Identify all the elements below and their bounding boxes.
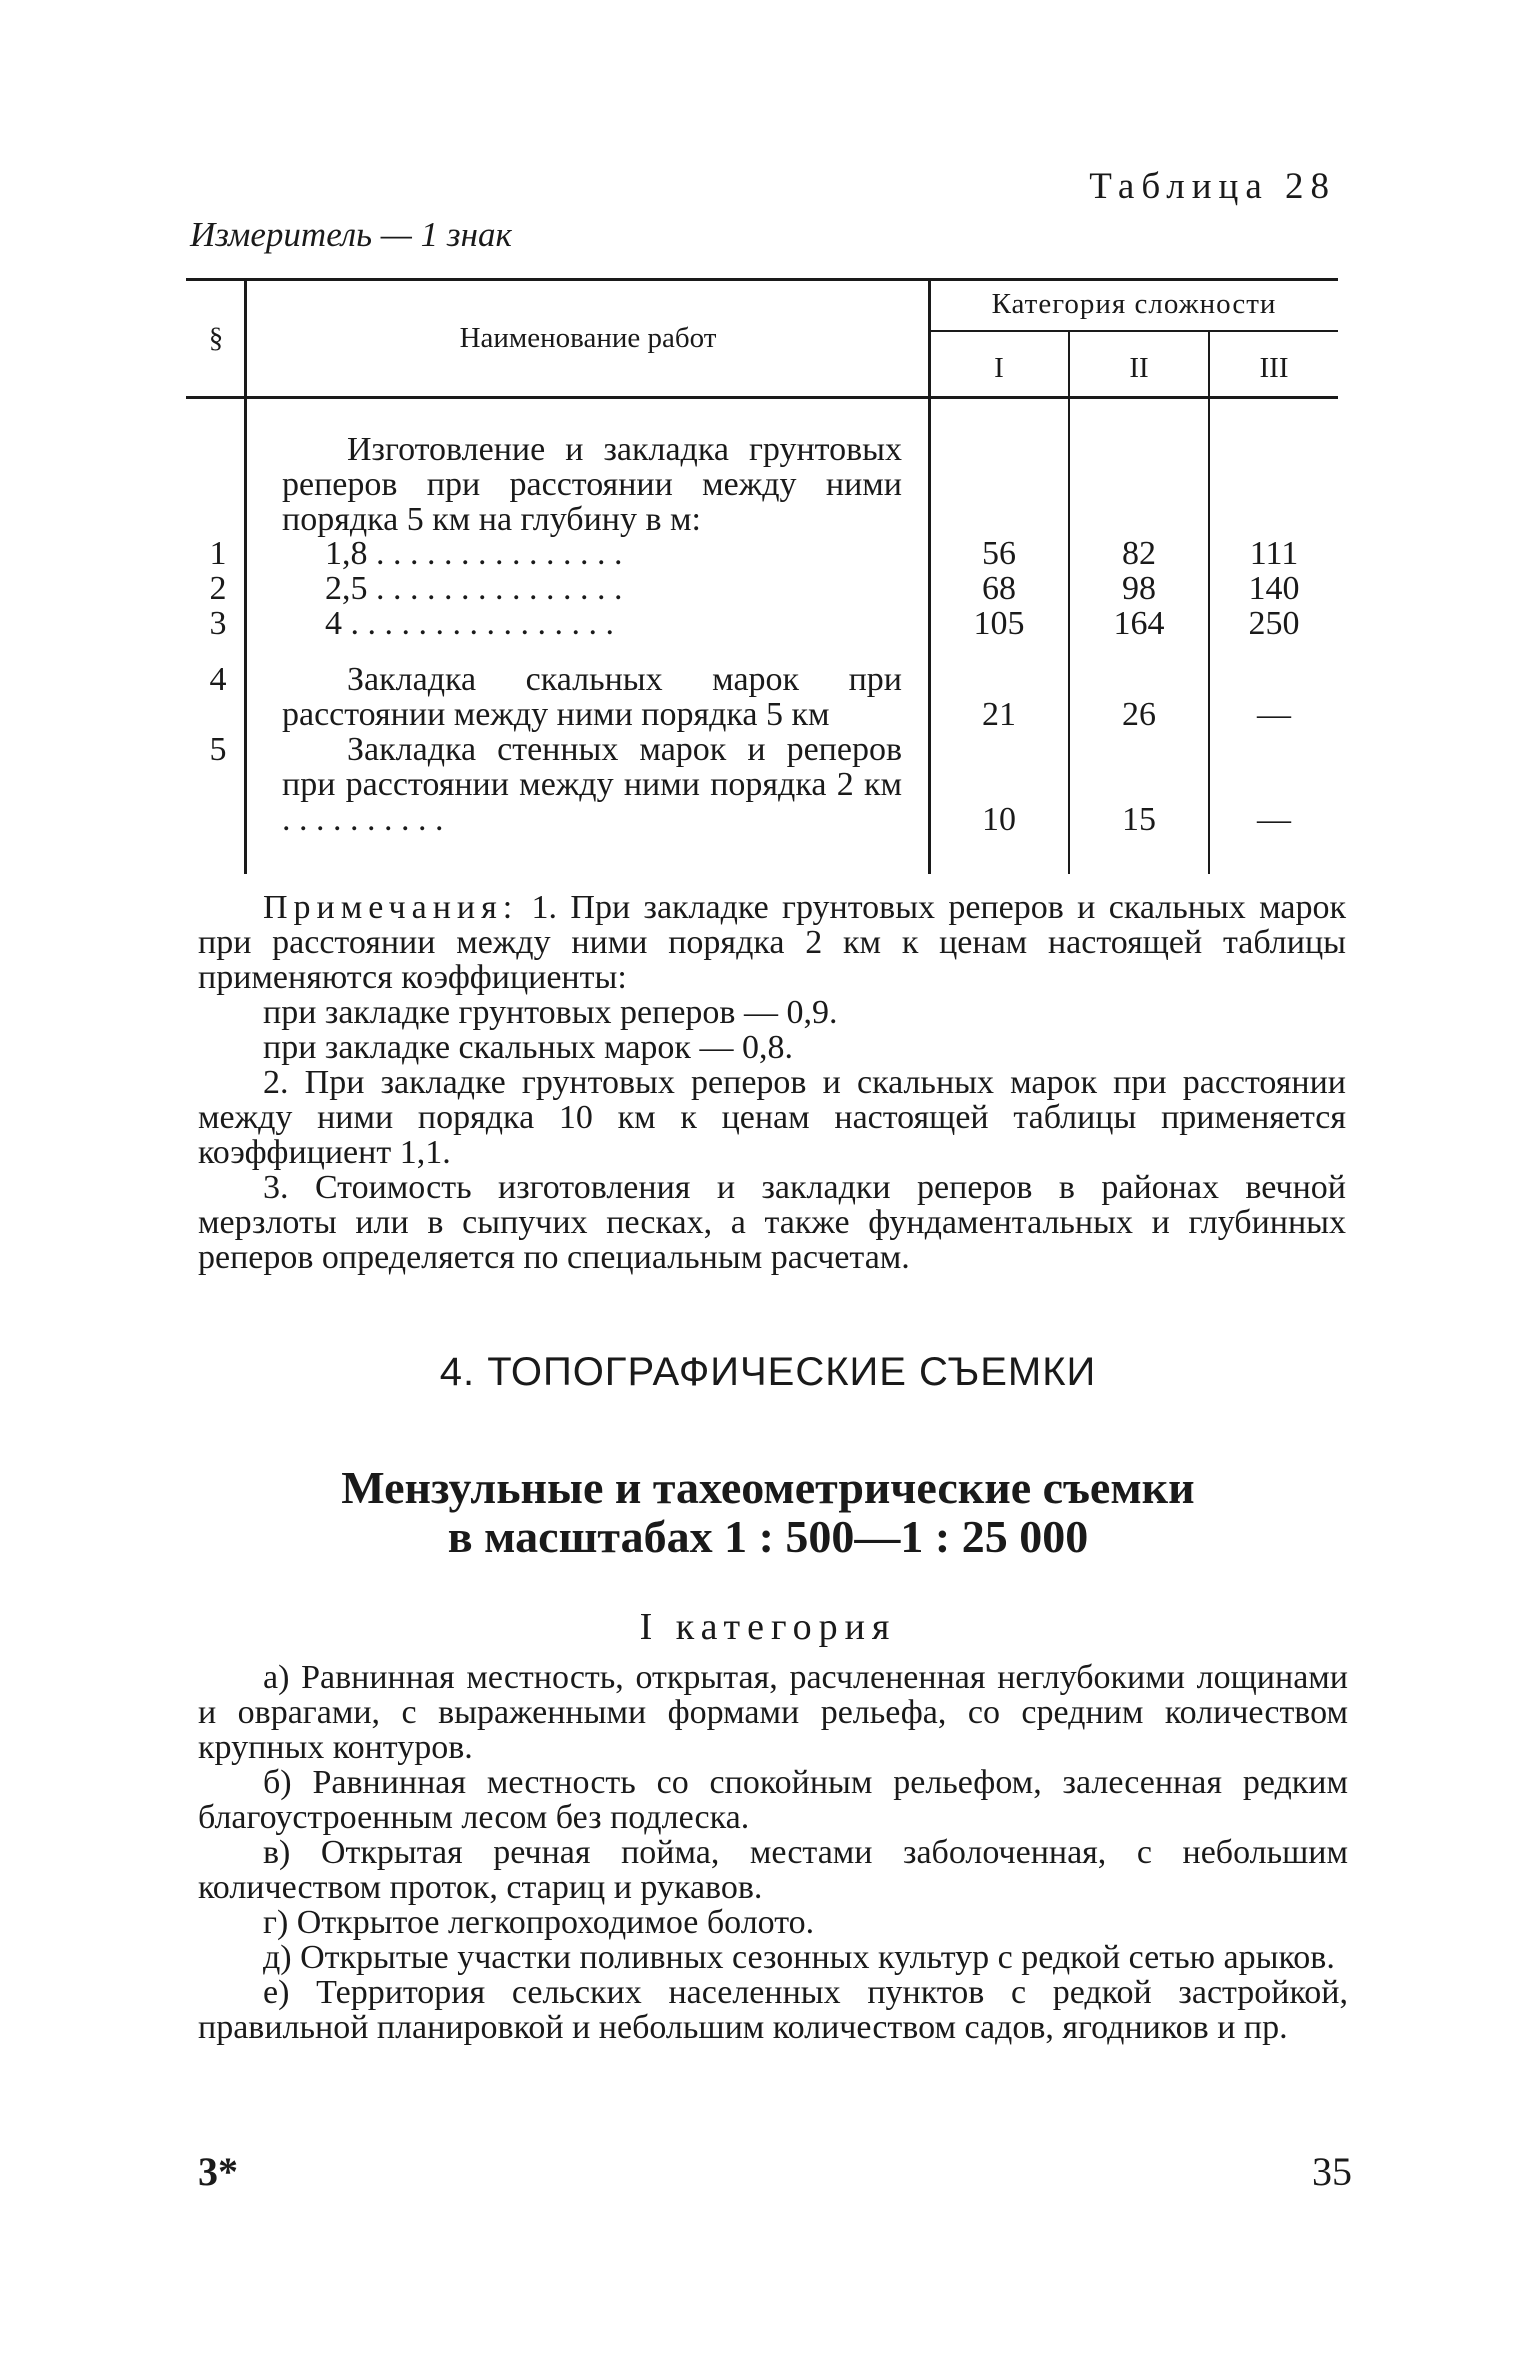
note-3: 3. Стоимость изготовления и закладки реперов в районах вечной мерзлоты или в сыпучих песках, а также фундаментальных и глубинных реперов определяется по специальным расчетам. <box>198 1169 1346 1276</box>
col-header-cat-1: I <box>994 352 1004 384</box>
col-header-cat-2: II <box>1129 352 1149 384</box>
notes-heading: Примечания: <box>263 889 519 926</box>
col-header-paragraph: § <box>208 322 224 354</box>
row-value-cat3: 140 <box>1248 570 1300 607</box>
subsection-title-line2: в масштабах 1 : 500—1 : 25 000 <box>447 1511 1089 1562</box>
row4-value-cat1: 21 <box>982 696 1016 733</box>
row-value-cat1: 56 <box>982 535 1016 572</box>
table-notes <box>198 890 1346 1275</box>
section-title: 4. ТОПОГРАФИЧЕСКИЕ СЪЕМКИ <box>439 1350 1097 1394</box>
item-v: в) Открытая речная пойма, местами заболоченная, с небольшим количеством проток, стариц и рукавов. <box>198 1834 1348 1906</box>
subsection-title-line1: Мензульные и тахеометрические съемки <box>341 1462 1195 1513</box>
item-b: б) Равнинная местность со спокойным рельефом, залесенная редким благоустроенным лесом без подлеска. <box>198 1764 1348 1836</box>
row5-value-cat2: 15 <box>1122 801 1156 838</box>
category-description <box>198 1660 1348 2045</box>
item-e: е) Территория сельских населенных пунктов с редкой застройкой, правильной планировкой и небольшим количеством садов, ягодников и пр. <box>198 1974 1348 2046</box>
col-header-category: Категория сложности <box>991 288 1277 320</box>
row-value-cat3: 111 <box>1249 535 1299 572</box>
table-category-rule <box>930 330 1338 332</box>
row-label: 2,5 . . . . . . . . . . . . . . . <box>325 571 623 606</box>
item-a: а) Равнинная местность, открытая, расчлененная неглубокими лощинами и оврагами, с выраженными формами рельефа, со средним количеством крупных контуров. <box>198 1659 1348 1766</box>
table-top-rule <box>186 278 1338 281</box>
row-number: 4 <box>209 661 227 698</box>
table-header-rule <box>186 396 1338 399</box>
col-header-cat-3: III <box>1259 352 1289 384</box>
row-value-cat2: 164 <box>1113 605 1165 642</box>
group1-description: Изготовление и закладка грунтовых реперов при расстоянии между ними порядка 5 км на глубину в м: <box>282 431 902 538</box>
table-col-divider-1 <box>244 280 247 874</box>
signature-mark: 3* <box>198 2149 238 2194</box>
row-value-cat2: 82 <box>1122 535 1156 572</box>
note-1 <box>198 890 1346 995</box>
row-number: 2 <box>209 570 227 607</box>
row4-value-cat3: — <box>1257 696 1291 733</box>
row-number: 1 <box>209 535 227 572</box>
note-1b: при закладке скальных марок — 0,8. <box>263 1029 793 1066</box>
note-1-text: 1. При закладке грунтовых реперов и скальных марок при расстоянии между ними порядка 2 км к ценам настоящей таблицы применяются коэффициенты: <box>198 889 1346 996</box>
row-value-cat1: 105 <box>973 605 1025 642</box>
page-number: 35 <box>1312 2149 1352 2194</box>
row-label: 1,8 . . . . . . . . . . . . . . . <box>325 536 623 571</box>
row5-value-cat1: 10 <box>982 801 1016 838</box>
item-d: д) Открытые участки поливных сезонных культур с редкой сетью арыков. <box>263 1939 1335 1976</box>
row-value-cat1: 68 <box>982 570 1016 607</box>
row-number: 5 <box>209 731 227 768</box>
category-heading: I категория <box>639 1606 897 1648</box>
row-value-cat3: 250 <box>1248 605 1300 642</box>
note-2: 2. При закладке грунтовых реперов и скальных марок при расстоянии между ними порядка 10 км к ценам настоящей таблицы применяется коэффициент 1,1. <box>198 1064 1346 1171</box>
row4-description: Закладка скальных марок при расстоянии между ними порядка 5 км <box>282 661 902 733</box>
row-label: 4 . . . . . . . . . . . . . . . . <box>325 606 614 641</box>
measure-unit: Измеритель — 1 знак <box>190 215 512 254</box>
row-value-cat2: 98 <box>1122 570 1156 607</box>
note-1a: при закладке грунтовых реперов — 0,9. <box>263 994 838 1031</box>
row5-value-cat3: — <box>1257 801 1291 838</box>
item-g: г) Открытое легкопроходимое болото. <box>263 1904 815 1941</box>
row-number: 3 <box>209 605 227 642</box>
col-header-name: Наименование работ <box>459 322 717 354</box>
row5-description: Закладка стенных марок и реперов при расстоянии между ними порядка 2 км . . . . . . . . . . <box>282 731 902 838</box>
row4-value-cat2: 26 <box>1122 696 1156 733</box>
table-caption: Таблица 28 <box>1089 166 1336 207</box>
